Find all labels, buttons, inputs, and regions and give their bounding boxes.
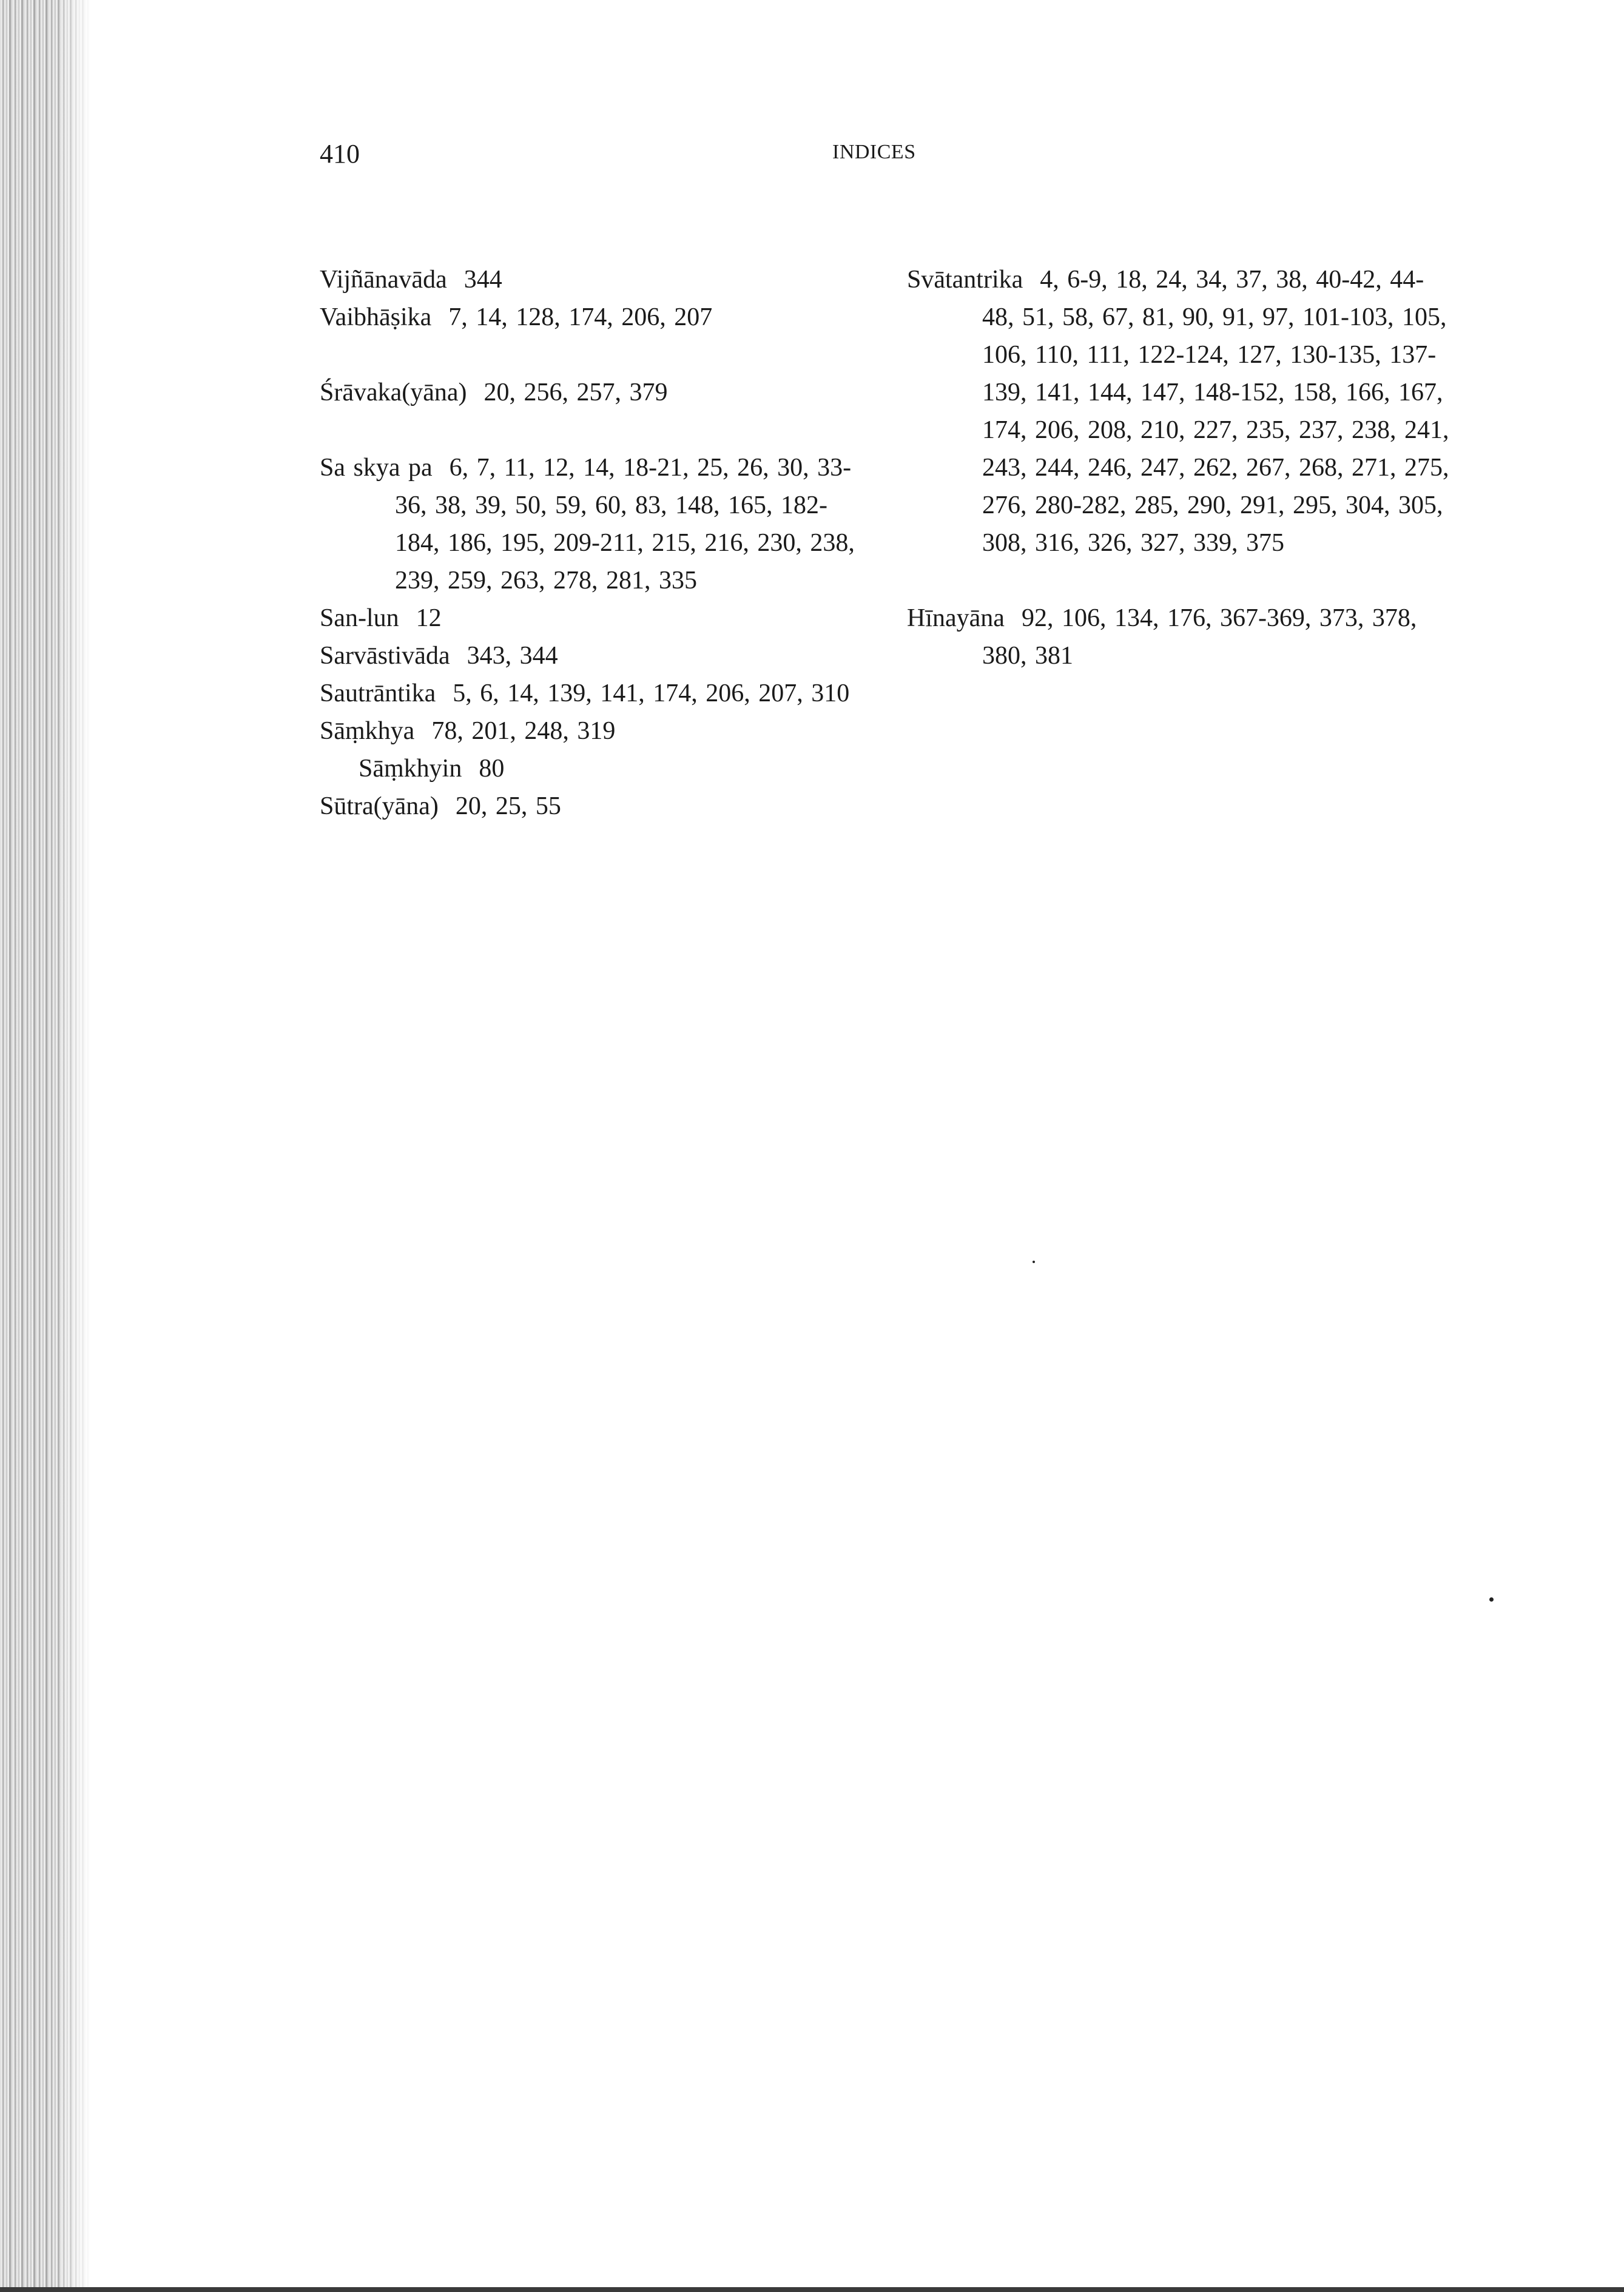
index-entry xyxy=(320,599,866,637)
binding-fade xyxy=(55,0,91,2292)
index-pages: 344 xyxy=(463,266,502,294)
index-term: Hīnayāna xyxy=(907,604,1005,632)
scan-speck xyxy=(1033,1261,1035,1263)
index-term: Śrāvaka(yāna) xyxy=(320,379,467,406)
index-pages: 12 xyxy=(416,604,442,632)
index-entry xyxy=(907,599,1453,675)
index-subentry xyxy=(320,750,866,787)
entry-gap xyxy=(320,411,866,449)
running-head: INDICES xyxy=(832,141,916,163)
scan-speck xyxy=(1489,1597,1494,1602)
index-pages: 4, 6-9, 18, 24, 34, 37, 38, 40-42, 44-48, 51, 58, 67, 81, 90, 91, 97, 101-103, 105, 106, 110, 111, 122-124, 127, 130-135, 137-139, 141, 144, 147, 148-152, 158, 166, 167, 174, 206, 208, 210, 227, 235, 237, 238, 241, 243, 244, 246, 247, 262, 267, 268, 271, 275, 276, 280-282, 285, 290, 291, 295, 304, 305, 308, 316, 326, 327, 339, 375 xyxy=(982,266,1449,557)
index-term: Sarvāstivāda xyxy=(320,642,450,670)
index-term: Svātantrika xyxy=(907,266,1023,294)
index-term: Sāṃkhya xyxy=(320,717,415,745)
index-entry xyxy=(320,449,866,599)
index-entry xyxy=(320,675,866,712)
entry-gap xyxy=(320,336,866,374)
index-entry xyxy=(320,261,866,298)
index-term: Sāṃkhyin xyxy=(359,755,462,783)
index-term: Sūtra(yāna) xyxy=(320,792,439,820)
index-column-right xyxy=(907,261,1453,675)
index-term: Sa skya pa xyxy=(320,454,433,482)
entry-gap xyxy=(907,562,1453,599)
index-term: Vaibhāṣika xyxy=(320,303,432,331)
page-number: 410 xyxy=(320,139,360,169)
index-pages: 78, 201, 248, 319 xyxy=(431,717,616,745)
index-column-left xyxy=(320,261,866,825)
index-entry xyxy=(320,787,866,825)
index-entry xyxy=(320,637,866,675)
scan-bottom-edge xyxy=(0,2287,1624,2292)
index-term: San-lun xyxy=(320,604,399,632)
index-pages: 80 xyxy=(479,755,505,783)
index-pages: 92, 106, 134, 176, 367-369, 373, 378, 380, 381 xyxy=(982,604,1417,670)
index-pages: 20, 25, 55 xyxy=(455,792,561,820)
index-term: Vijñānavāda xyxy=(320,266,447,294)
index-term: Sautrāntika xyxy=(320,679,436,707)
index-pages: 343, 344 xyxy=(467,642,558,670)
index-entry xyxy=(907,261,1453,562)
index-pages: 6, 7, 11, 12, 14, 18-21, 25, 26, 30, 33-36, 38, 39, 50, 59, 60, 83, 148, 165, 182-184, 186, 195, 209-211, 215, 216, 230, 238, 239, 259, 263, 278, 281, 335 xyxy=(395,454,855,595)
index-entry xyxy=(320,712,866,750)
index-entry xyxy=(320,298,866,336)
index-entry xyxy=(320,374,866,411)
index-pages: 5, 6, 14, 139, 141, 174, 206, 207, 310 xyxy=(453,679,850,707)
index-pages: 20, 256, 257, 379 xyxy=(483,379,668,406)
index-pages: 7, 14, 128, 174, 206, 207 xyxy=(448,303,713,331)
